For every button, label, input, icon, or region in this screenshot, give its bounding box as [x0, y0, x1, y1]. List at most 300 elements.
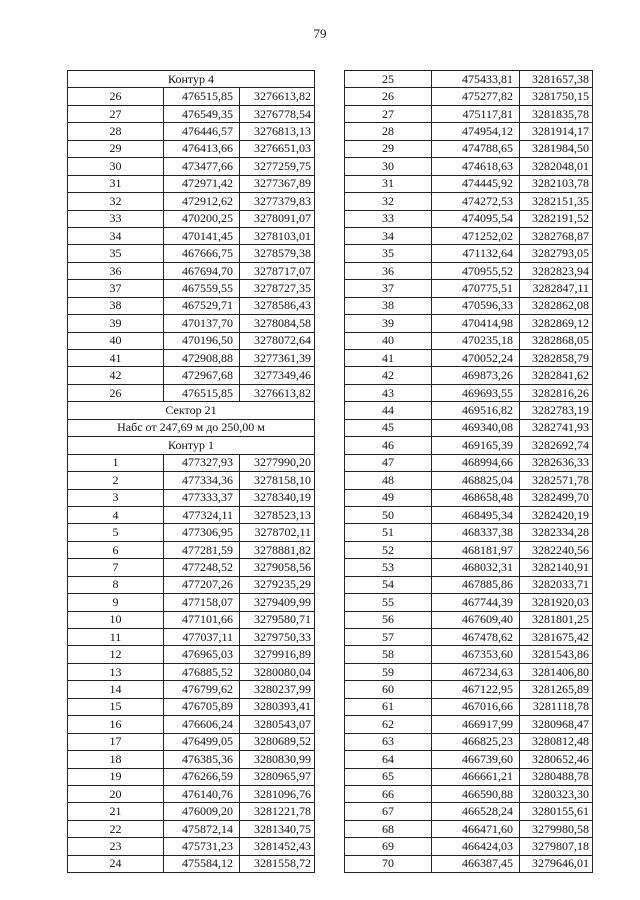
point-number: 34 — [345, 227, 432, 244]
table-row — [68, 123, 315, 140]
table-row — [345, 559, 593, 576]
point-number: 14 — [68, 681, 164, 698]
point-number: 41 — [345, 350, 432, 367]
table-row — [68, 768, 315, 785]
point-number: 45 — [345, 419, 432, 436]
y-coordinate: 3282140,91 — [520, 559, 593, 576]
table-row — [345, 419, 593, 436]
point-number: 60 — [345, 681, 432, 698]
table-row — [68, 733, 315, 750]
y-coordinate: 3282823,94 — [520, 262, 593, 279]
point-number: 1 — [68, 454, 164, 471]
y-coordinate: 3278084,58 — [240, 315, 315, 332]
point-number: 2 — [68, 472, 164, 489]
x-coordinate: 476499,05 — [164, 733, 240, 750]
point-number: 34 — [68, 227, 164, 244]
y-coordinate: 3278881,82 — [240, 541, 315, 558]
y-coordinate: 3279058,56 — [240, 559, 315, 576]
y-coordinate: 3282768,87 — [520, 227, 593, 244]
x-coordinate: 468825,04 — [432, 472, 520, 489]
table-row — [345, 629, 593, 646]
table-row — [345, 88, 593, 105]
point-number: 65 — [345, 768, 432, 785]
x-coordinate: 476799,62 — [164, 681, 240, 698]
table-row — [68, 751, 315, 768]
y-coordinate: 3277349,46 — [240, 367, 315, 384]
point-number: 23 — [68, 838, 164, 855]
point-number: 19 — [68, 768, 164, 785]
x-coordinate: 468181,97 — [432, 541, 520, 558]
x-coordinate: 477101,66 — [164, 611, 240, 628]
x-coordinate: 476446,57 — [164, 123, 240, 140]
table-row — [345, 751, 593, 768]
point-number: 37 — [68, 280, 164, 297]
y-coordinate: 3282334,28 — [520, 524, 593, 541]
point-number: 42 — [68, 367, 164, 384]
y-coordinate: 3281221,78 — [240, 803, 315, 820]
x-coordinate: 472967,68 — [164, 367, 240, 384]
point-number: 21 — [68, 803, 164, 820]
section-header-row — [68, 71, 315, 88]
point-number: 55 — [345, 594, 432, 611]
point-number: 54 — [345, 576, 432, 593]
x-coordinate: 469693,55 — [432, 384, 520, 401]
y-coordinate: 3282103,78 — [520, 175, 593, 192]
x-coordinate: 467559,55 — [164, 280, 240, 297]
y-coordinate: 3281750,15 — [520, 88, 593, 105]
point-number: 36 — [68, 262, 164, 279]
section-header: Сектор 21 — [68, 402, 315, 419]
x-coordinate: 470235,18 — [432, 332, 520, 349]
x-coordinate: 468032,31 — [432, 559, 520, 576]
x-coordinate: 466825,23 — [432, 733, 520, 750]
table-row — [68, 175, 315, 192]
x-coordinate: 466424,03 — [432, 838, 520, 855]
point-number: 20 — [68, 785, 164, 802]
y-coordinate: 3281406,80 — [520, 663, 593, 680]
y-coordinate: 3281452,43 — [240, 838, 315, 855]
y-coordinate: 3277379,83 — [240, 193, 315, 210]
table-row — [68, 611, 315, 628]
y-coordinate: 3281543,86 — [520, 646, 593, 663]
page-number: 79 — [313, 26, 327, 41]
y-coordinate: 3277361,39 — [240, 350, 315, 367]
point-number: 50 — [345, 506, 432, 523]
point-number: 27 — [345, 105, 432, 122]
x-coordinate: 471252,02 — [432, 227, 520, 244]
point-number: 29 — [345, 140, 432, 157]
point-number: 31 — [345, 175, 432, 192]
point-number: 63 — [345, 733, 432, 750]
x-coordinate: 470414,98 — [432, 315, 520, 332]
x-coordinate: 469873,26 — [432, 367, 520, 384]
y-coordinate: 3277259,75 — [240, 158, 315, 175]
point-number: 11 — [68, 629, 164, 646]
table-row — [345, 489, 593, 506]
y-coordinate: 3280155,61 — [520, 803, 593, 820]
x-coordinate: 474954,12 — [432, 123, 520, 140]
y-coordinate: 3278702,11 — [240, 524, 315, 541]
point-number: 16 — [68, 716, 164, 733]
y-coordinate: 3281558,72 — [240, 855, 315, 872]
point-number: 22 — [68, 820, 164, 837]
x-coordinate: 473477,66 — [164, 158, 240, 175]
y-coordinate: 3280652,46 — [520, 751, 593, 768]
x-coordinate: 476140,76 — [164, 785, 240, 802]
x-coordinate: 466590,88 — [432, 785, 520, 802]
y-coordinate: 3282868,05 — [520, 332, 593, 349]
table-row — [345, 105, 593, 122]
x-coordinate: 474272,53 — [432, 193, 520, 210]
y-coordinate: 3281340,75 — [240, 820, 315, 837]
y-coordinate: 3282151,35 — [520, 193, 593, 210]
table-row — [68, 838, 315, 855]
y-coordinate: 3277367,89 — [240, 175, 315, 192]
point-number: 66 — [345, 785, 432, 802]
x-coordinate: 474445,92 — [432, 175, 520, 192]
table-row — [345, 437, 593, 454]
table-row — [345, 71, 593, 88]
x-coordinate: 476606,24 — [164, 716, 240, 733]
table-row — [68, 245, 315, 262]
x-coordinate: 468337,38 — [432, 524, 520, 541]
x-coordinate: 470775,51 — [432, 280, 520, 297]
x-coordinate: 467609,40 — [432, 611, 520, 628]
table-row — [345, 820, 593, 837]
table-row — [345, 210, 593, 227]
y-coordinate: 3280393,41 — [240, 698, 315, 715]
table-row — [68, 332, 315, 349]
y-coordinate: 3276651,03 — [240, 140, 315, 157]
x-coordinate: 469516,82 — [432, 402, 520, 419]
point-number: 28 — [345, 123, 432, 140]
x-coordinate: 475584,12 — [164, 855, 240, 872]
table-row — [68, 541, 315, 558]
point-number: 67 — [345, 803, 432, 820]
point-number: 12 — [68, 646, 164, 663]
y-coordinate: 3282420,19 — [520, 506, 593, 523]
table-row — [345, 611, 593, 628]
y-coordinate: 3278103,01 — [240, 227, 315, 244]
table-row — [68, 140, 315, 157]
y-coordinate: 3280965,97 — [240, 768, 315, 785]
x-coordinate: 467694,70 — [164, 262, 240, 279]
x-coordinate: 476413,66 — [164, 140, 240, 157]
table-row — [345, 506, 593, 523]
table-row — [68, 350, 315, 367]
point-number: 64 — [345, 751, 432, 768]
point-number: 35 — [68, 245, 164, 262]
point-number: 62 — [345, 716, 432, 733]
x-coordinate: 470141,45 — [164, 227, 240, 244]
table-row — [68, 472, 315, 489]
point-number: 9 — [68, 594, 164, 611]
x-coordinate: 466387,45 — [432, 855, 520, 872]
point-number: 57 — [345, 629, 432, 646]
point-number: 47 — [345, 454, 432, 471]
x-coordinate: 467234,63 — [432, 663, 520, 680]
y-coordinate: 3279980,58 — [520, 820, 593, 837]
table-row — [68, 454, 315, 471]
table-row — [345, 280, 593, 297]
y-coordinate: 3281096,76 — [240, 785, 315, 802]
table-row — [345, 350, 593, 367]
x-coordinate: 474618,63 — [432, 158, 520, 175]
table-row — [68, 384, 315, 401]
y-coordinate: 3278579,38 — [240, 245, 315, 262]
y-coordinate: 3277990,20 — [240, 454, 315, 471]
point-number: 10 — [68, 611, 164, 628]
point-number: 8 — [68, 576, 164, 593]
coordinates-table-left — [67, 70, 315, 873]
table-row — [68, 681, 315, 698]
point-number: 40 — [345, 332, 432, 349]
point-number: 41 — [68, 350, 164, 367]
point-number: 68 — [345, 820, 432, 837]
table-row — [68, 855, 315, 872]
table-row — [345, 733, 593, 750]
section-header: Контур 4 — [68, 71, 315, 88]
point-number: 29 — [68, 140, 164, 157]
y-coordinate: 3282783,19 — [520, 402, 593, 419]
y-coordinate: 3282571,78 — [520, 472, 593, 489]
y-coordinate: 3278523,13 — [240, 506, 315, 523]
table-row — [345, 384, 593, 401]
point-number: 69 — [345, 838, 432, 855]
section-header-row — [68, 402, 315, 419]
x-coordinate: 475872,14 — [164, 820, 240, 837]
table-row — [68, 559, 315, 576]
x-coordinate: 471132,64 — [432, 245, 520, 262]
point-number: 39 — [345, 315, 432, 332]
x-coordinate: 476009,20 — [164, 803, 240, 820]
point-number: 15 — [68, 698, 164, 715]
table-row — [345, 663, 593, 680]
y-coordinate: 3282841,62 — [520, 367, 593, 384]
y-coordinate: 3282636,33 — [520, 454, 593, 471]
x-coordinate: 476515,85 — [164, 384, 240, 401]
table-body — [68, 71, 315, 873]
point-number: 32 — [345, 193, 432, 210]
y-coordinate: 3281914,17 — [520, 123, 593, 140]
table-row — [345, 803, 593, 820]
point-number: 5 — [68, 524, 164, 541]
x-coordinate: 476705,89 — [164, 698, 240, 715]
x-coordinate: 477248,52 — [164, 559, 240, 576]
y-coordinate: 3278072,64 — [240, 332, 315, 349]
point-number: 58 — [345, 646, 432, 663]
section-header: Контур 1 — [68, 437, 315, 454]
y-coordinate: 3279235,29 — [240, 576, 315, 593]
y-coordinate: 3282499,70 — [520, 489, 593, 506]
point-number: 4 — [68, 506, 164, 523]
y-coordinate: 3280237,99 — [240, 681, 315, 698]
y-coordinate: 3281835,78 — [520, 105, 593, 122]
table-row — [68, 594, 315, 611]
point-number: 7 — [68, 559, 164, 576]
point-number: 38 — [68, 297, 164, 314]
x-coordinate: 469340,08 — [432, 419, 520, 436]
table-row — [345, 140, 593, 157]
table-row — [345, 454, 593, 471]
table-row — [345, 123, 593, 140]
x-coordinate: 467353,60 — [432, 646, 520, 663]
point-number: 31 — [68, 175, 164, 192]
x-coordinate: 476549,35 — [164, 105, 240, 122]
y-coordinate: 3282793,05 — [520, 245, 593, 262]
y-coordinate: 3280080,04 — [240, 663, 315, 680]
point-number: 48 — [345, 472, 432, 489]
table-row — [345, 227, 593, 244]
point-number: 38 — [345, 297, 432, 314]
table-row — [345, 768, 593, 785]
y-coordinate: 3280543,07 — [240, 716, 315, 733]
x-coordinate: 468658,48 — [432, 489, 520, 506]
y-coordinate: 3278717,07 — [240, 262, 315, 279]
x-coordinate: 472912,62 — [164, 193, 240, 210]
table-row — [345, 698, 593, 715]
y-coordinate: 3276613,82 — [240, 88, 315, 105]
x-coordinate: 467478,62 — [432, 629, 520, 646]
table-row — [68, 367, 315, 384]
x-coordinate: 466917,99 — [432, 716, 520, 733]
table-row — [345, 367, 593, 384]
point-number: 17 — [68, 733, 164, 750]
section-header-row — [68, 437, 315, 454]
y-coordinate: 3282033,71 — [520, 576, 593, 593]
table-row — [345, 262, 593, 279]
x-coordinate: 469165,39 — [432, 437, 520, 454]
x-coordinate: 477324,11 — [164, 506, 240, 523]
table-row — [68, 803, 315, 820]
point-number: 44 — [345, 402, 432, 419]
table-row — [345, 594, 593, 611]
point-number: 18 — [68, 751, 164, 768]
x-coordinate: 476515,85 — [164, 88, 240, 105]
point-number: 52 — [345, 541, 432, 558]
y-coordinate: 3279409,99 — [240, 594, 315, 611]
x-coordinate: 467744,39 — [432, 594, 520, 611]
table-row — [68, 506, 315, 523]
point-number: 42 — [345, 367, 432, 384]
table-row — [68, 646, 315, 663]
y-coordinate: 3279916,89 — [240, 646, 315, 663]
x-coordinate: 477281,59 — [164, 541, 240, 558]
point-number: 26 — [345, 88, 432, 105]
x-coordinate: 474788,65 — [432, 140, 520, 157]
x-coordinate: 468994,66 — [432, 454, 520, 471]
point-number: 39 — [68, 315, 164, 332]
y-coordinate: 3282869,12 — [520, 315, 593, 332]
y-coordinate: 3278727,35 — [240, 280, 315, 297]
point-number: 6 — [68, 541, 164, 558]
point-number: 53 — [345, 559, 432, 576]
point-number: 26 — [68, 384, 164, 401]
x-coordinate: 477158,07 — [164, 594, 240, 611]
point-number: 30 — [68, 158, 164, 175]
x-coordinate: 472971,42 — [164, 175, 240, 192]
y-coordinate: 3279750,33 — [240, 629, 315, 646]
x-coordinate: 466739,60 — [432, 751, 520, 768]
point-number: 13 — [68, 663, 164, 680]
y-coordinate: 3276613,82 — [240, 384, 315, 401]
point-number: 28 — [68, 123, 164, 140]
point-number: 3 — [68, 489, 164, 506]
point-number: 33 — [345, 210, 432, 227]
y-coordinate: 3278091,07 — [240, 210, 315, 227]
table-row — [345, 681, 593, 698]
x-coordinate: 466661,21 — [432, 768, 520, 785]
table-row — [68, 716, 315, 733]
table-row — [345, 402, 593, 419]
table-row — [68, 629, 315, 646]
table-row — [345, 855, 593, 872]
x-coordinate: 467885,86 — [432, 576, 520, 593]
point-number: 51 — [345, 524, 432, 541]
x-coordinate: 475277,82 — [432, 88, 520, 105]
y-coordinate: 3281265,89 — [520, 681, 593, 698]
table-row — [68, 297, 315, 314]
x-coordinate: 470596,33 — [432, 297, 520, 314]
table-row — [345, 193, 593, 210]
point-number: 40 — [68, 332, 164, 349]
table-row — [68, 193, 315, 210]
y-coordinate: 3279646,01 — [520, 855, 593, 872]
x-coordinate: 477037,11 — [164, 629, 240, 646]
table-body — [345, 71, 593, 873]
y-coordinate: 3278158,10 — [240, 472, 315, 489]
point-number: 49 — [345, 489, 432, 506]
point-number: 37 — [345, 280, 432, 297]
y-coordinate: 3282240,56 — [520, 541, 593, 558]
table-row — [68, 88, 315, 105]
y-coordinate: 3281657,38 — [520, 71, 593, 88]
y-coordinate: 3282862,08 — [520, 297, 593, 314]
y-coordinate: 3282692,74 — [520, 437, 593, 454]
y-coordinate: 3281984,50 — [520, 140, 593, 157]
x-coordinate: 466471,60 — [432, 820, 520, 837]
y-coordinate: 3280488,78 — [520, 768, 593, 785]
x-coordinate: 477306,95 — [164, 524, 240, 541]
table-row — [345, 332, 593, 349]
table-row — [68, 785, 315, 802]
table-row — [68, 576, 315, 593]
x-coordinate: 476885,52 — [164, 663, 240, 680]
y-coordinate: 3280830,99 — [240, 751, 315, 768]
table-row — [345, 315, 593, 332]
y-coordinate: 3282741,93 — [520, 419, 593, 436]
x-coordinate: 467016,66 — [432, 698, 520, 715]
point-number: 30 — [345, 158, 432, 175]
point-number: 59 — [345, 663, 432, 680]
section-header-row — [68, 419, 315, 436]
point-number: 32 — [68, 193, 164, 210]
y-coordinate: 3281920,03 — [520, 594, 593, 611]
table-row — [345, 716, 593, 733]
point-number: 35 — [345, 245, 432, 262]
table-row — [345, 646, 593, 663]
table-row — [345, 297, 593, 314]
y-coordinate: 3276778,54 — [240, 105, 315, 122]
y-coordinate: 3279807,18 — [520, 838, 593, 855]
y-coordinate: 3279580,71 — [240, 611, 315, 628]
coordinates-table-right — [344, 70, 593, 873]
y-coordinate: 3282048,01 — [520, 158, 593, 175]
y-coordinate: 3281118,78 — [520, 698, 593, 715]
table-row — [68, 820, 315, 837]
x-coordinate: 477327,93 — [164, 454, 240, 471]
point-number: 70 — [345, 855, 432, 872]
